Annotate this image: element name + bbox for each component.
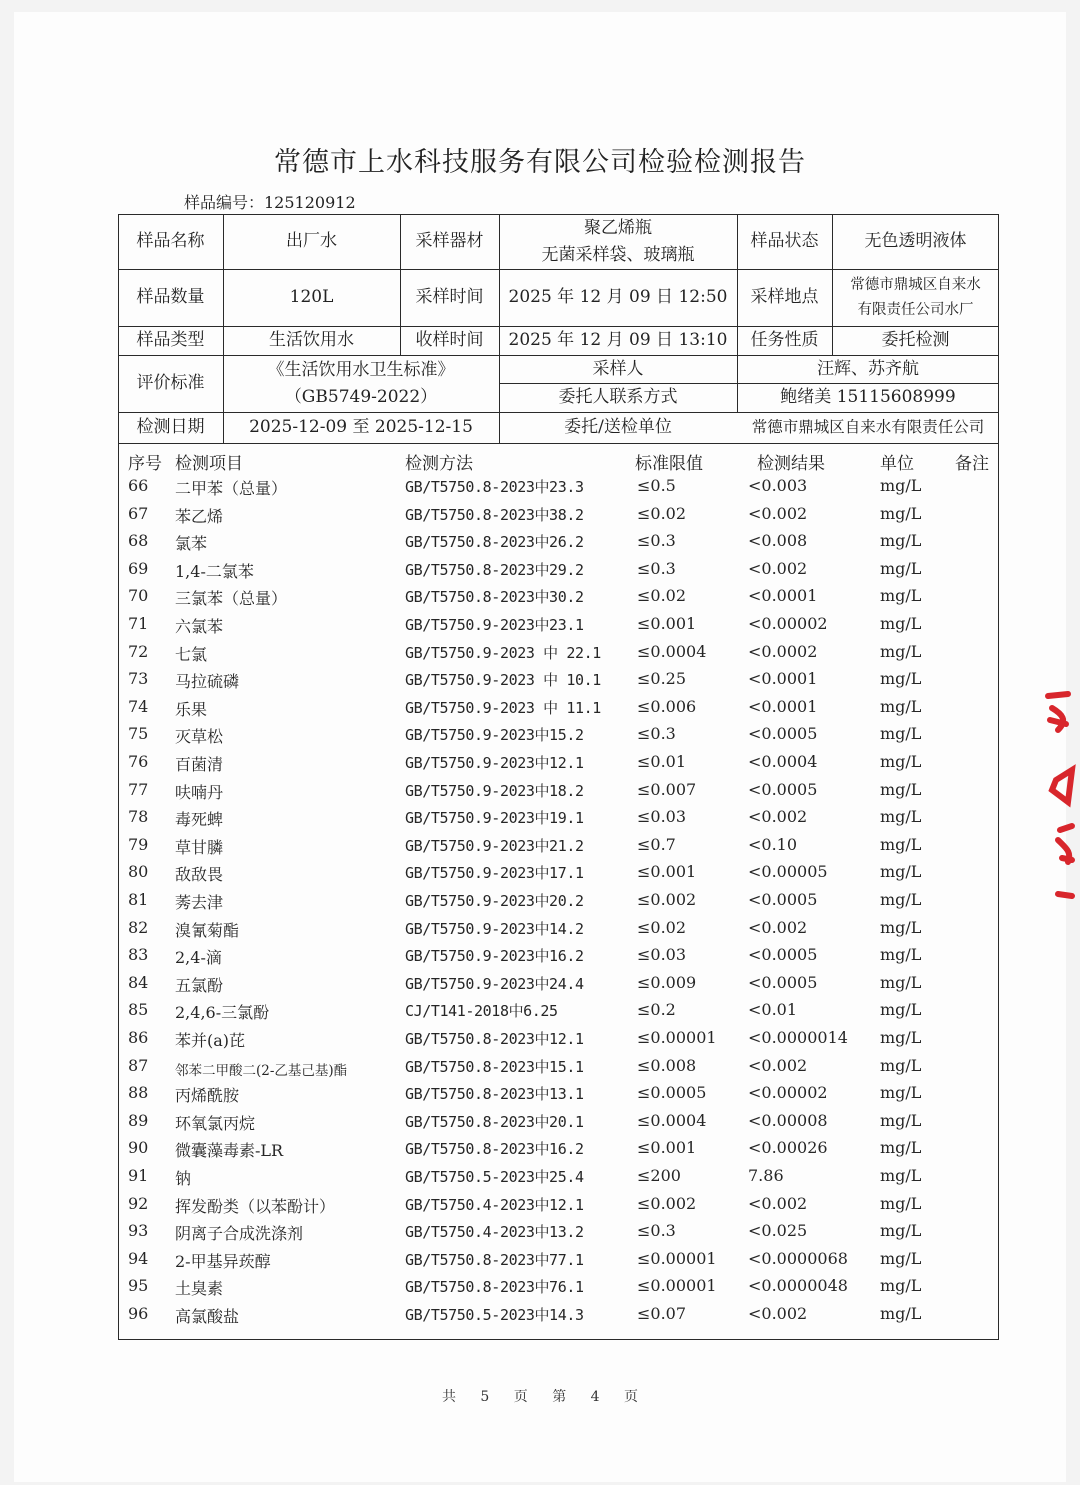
row-number: 80 (128, 862, 149, 882)
row-result: <0.10 (748, 834, 798, 854)
row-limit: ≤0.07 (637, 1304, 687, 1323)
row-limit: ≤0.009 (637, 972, 697, 992)
row-method: GB/T5750.9-2023中20.2 (405, 892, 584, 910)
sampler-value (499, 214, 737, 269)
row-unit: mg/L (880, 503, 922, 523)
row-item: 灭草松 (175, 727, 224, 747)
table-row (0, 887, 1080, 915)
row-limit: ≤0.0004 (637, 1110, 707, 1130)
state-label: 样品状态 (750, 231, 819, 251)
row-result: <0.0000048 (748, 1276, 848, 1296)
row-method: GB/T5750.8-2023中20.1 (405, 1112, 584, 1131)
table-row (0, 1246, 1080, 1274)
table-row (0, 1053, 1080, 1081)
table-row (0, 1108, 1080, 1136)
row-method: GB/T5750.9-2023 中 11.1 (405, 698, 601, 717)
report-title: 常德市上水科技服务有限公司检验检测报告 (274, 147, 806, 178)
row-limit: ≤0.2 (637, 1000, 676, 1020)
row-item: 高氯酸盐 (175, 1307, 240, 1326)
row-unit: mg/L (880, 1166, 922, 1185)
row-unit: mg/L (880, 779, 922, 799)
row-limit: ≤0.7 (637, 834, 676, 854)
row-result: <0.0005 (748, 972, 818, 992)
row-result: 7.86 (748, 1166, 784, 1185)
page-footer (0, 1386, 1080, 1406)
row-method: GB/T5750.9-2023中16.2 (405, 947, 584, 966)
row-item: 氯苯 (175, 534, 208, 554)
row-unit: mg/L (880, 807, 922, 827)
table-row (0, 1191, 1080, 1219)
row-item: 2,4,6-三氯酚 (175, 1003, 270, 1023)
row-limit: ≤0.008 (637, 1055, 697, 1075)
row-item: 2,4-滴 (175, 948, 222, 968)
row-item: 乐果 (175, 699, 208, 719)
row-result: <0.0000068 (748, 1248, 848, 1268)
row-limit: ≤0.3 (637, 531, 676, 551)
row-result: <0.00008 (748, 1110, 828, 1130)
row-limit: ≤200 (637, 1166, 681, 1185)
total-pages: 共 5 页 (441, 1389, 528, 1405)
row-method: GB/T5750.4-2023中13.2 (405, 1223, 584, 1242)
row-result: <0.002 (748, 1304, 808, 1323)
row-unit: mg/L (880, 641, 922, 661)
row-method: GB/T5750.5-2023中25.4 (405, 1168, 584, 1186)
row-limit: ≤0.03 (637, 945, 687, 965)
row-item: 百菌清 (175, 755, 224, 774)
table-row (0, 528, 1080, 556)
row-number: 66 (128, 476, 149, 495)
row-unit: mg/L (880, 1028, 922, 1047)
row-result: <0.0002 (748, 641, 818, 661)
row-number: 76 (128, 752, 149, 771)
row-item: 敌敌畏 (175, 865, 224, 885)
row-result: <0.0001 (748, 696, 818, 716)
row-unit: mg/L (880, 476, 922, 495)
table-row (0, 1273, 1080, 1301)
qty-value: 120L (289, 287, 334, 307)
type-label: 样品类型 (136, 330, 205, 350)
table-row (0, 832, 1080, 860)
row-item: 微囊藻毒素-LR (175, 1141, 284, 1161)
row-number: 77 (128, 779, 149, 799)
table-row (0, 804, 1080, 832)
row-number: 78 (128, 807, 149, 827)
sample-name-label: 样品名称 (136, 231, 205, 251)
row-method: GB/T5750.8-2023中13.1 (405, 1085, 584, 1104)
row-limit: ≤0.00001 (637, 1028, 717, 1047)
standard-label: 评价标准 (136, 373, 205, 393)
row-result: <0.0001 (748, 669, 818, 689)
row-limit: ≤0.001 (637, 614, 697, 633)
row-method: GB/T5750.9-2023 中 10.1 (405, 671, 601, 690)
row-item: 马拉硫磷 (175, 672, 240, 692)
row-result: <0.0005 (748, 779, 818, 799)
row-unit: mg/L (880, 972, 922, 992)
sampler-person-label: 采样人 (592, 358, 644, 379)
type-value: 生活饮用水 (269, 330, 354, 350)
row-method: GB/T5750.9-2023中24.4 (405, 974, 584, 993)
table-row (0, 611, 1080, 639)
row-result: <0.00002 (748, 1083, 828, 1103)
row-item: 五氯酚 (175, 975, 224, 995)
sampler-person-value: 汪辉、苏齐航 (817, 358, 919, 379)
row-method: GB/T5750.9-2023中21.2 (405, 836, 584, 855)
row-result: <0.00005 (748, 862, 828, 882)
row-method: GB/T5750.9-2023中15.2 (405, 726, 584, 745)
row-number: 92 (128, 1193, 149, 1213)
table-row (0, 970, 1080, 998)
row-unit: mg/L (880, 1304, 922, 1323)
row-number: 86 (128, 1028, 149, 1047)
row-item: 二甲苯（总量） (175, 479, 288, 498)
row-method: GB/T5750.9-2023中14.2 (405, 919, 584, 938)
table-row (0, 997, 1080, 1025)
sampler-label: 采样器材 (415, 231, 484, 251)
row-limit: ≤0.3 (637, 558, 676, 578)
row-item: 溴氰菊酯 (175, 920, 240, 940)
row-limit: ≤0.03 (637, 807, 687, 827)
col-header-limit: 标准限值 (635, 454, 703, 474)
row-method: GB/T5750.9-2023 中 22.1 (405, 643, 601, 662)
state-value: 无色透明液体 (864, 231, 967, 251)
row-number: 70 (128, 586, 149, 606)
site-line-2: 有限责任公司水厂 (857, 301, 974, 318)
site-value (832, 269, 999, 326)
row-method: GB/T5750.8-2023中26.2 (405, 533, 584, 552)
row-limit: ≤0.3 (637, 1221, 676, 1241)
row-method: GB/T5750.8-2023中38.2 (405, 505, 584, 524)
table-row (0, 1301, 1080, 1329)
standard-line-2: （GB5749-2022） (284, 386, 438, 407)
row-limit: ≤0.002 (637, 1193, 697, 1213)
row-result: <0.025 (748, 1221, 808, 1241)
site-line-1: 常德市鼎城区自来水 (850, 276, 981, 293)
seal-stamp-fragment (1038, 690, 1078, 910)
current-page: 第 4 页 (552, 1389, 639, 1405)
row-number: 90 (128, 1138, 149, 1158)
row-method: GB/T5750.8-2023中29.2 (405, 560, 584, 579)
table-row (0, 1080, 1080, 1108)
row-unit: mg/L (880, 1083, 922, 1103)
row-method: GB/T5750.9-2023中17.1 (405, 864, 584, 883)
col-header-result: 检测结果 (757, 454, 825, 474)
row-method: GB/T5750.8-2023中30.2 (405, 588, 584, 607)
row-result: <0.008 (748, 531, 808, 551)
row-limit: ≤0.00001 (637, 1276, 717, 1296)
row-item: 三氯苯（总量） (175, 589, 288, 609)
row-limit: ≤0.01 (637, 752, 687, 771)
row-method: GB/T5750.4-2023中12.1 (405, 1195, 584, 1214)
table-row (0, 1218, 1080, 1246)
row-number: 74 (128, 696, 149, 716)
sampler-line-1: 聚乙烯瓶 (584, 217, 652, 238)
table-row (0, 501, 1080, 529)
task-value: 委托检测 (881, 330, 950, 350)
row-item: 1,4-二氯苯 (175, 561, 254, 581)
row-unit: mg/L (880, 1221, 922, 1241)
row-limit: ≤0.25 (637, 669, 687, 689)
row-method: GB/T5750.8-2023中16.2 (405, 1140, 584, 1159)
table-row (0, 859, 1080, 887)
row-unit: mg/L (880, 1276, 922, 1296)
row-number: 85 (128, 1000, 149, 1020)
row-item: 莠去津 (175, 893, 224, 912)
row-result: <0.0001 (748, 586, 818, 606)
sample-number: 样品编号：125120912 (184, 193, 356, 212)
sampler-line-2: 无菌采样袋、玻璃瓶 (541, 244, 695, 265)
col-header-no: 序号 (128, 454, 162, 474)
standard-value (223, 355, 499, 412)
row-unit: mg/L (880, 834, 922, 854)
row-item: 苯乙烯 (175, 506, 224, 526)
row-number: 94 (128, 1248, 149, 1268)
row-result: <0.002 (748, 807, 808, 827)
row-result: <0.002 (748, 503, 808, 523)
row-method: GB/T5750.8-2023中12.1 (405, 1030, 584, 1048)
row-method: GB/T5750.8-2023中15.1 (405, 1057, 584, 1076)
row-item: 六氯苯 (175, 617, 224, 636)
row-number: 68 (128, 531, 149, 551)
table-row (0, 1025, 1080, 1053)
row-unit: mg/L (880, 696, 922, 716)
table-row (0, 556, 1080, 584)
row-limit: ≤0.001 (637, 1138, 697, 1158)
row-number: 72 (128, 641, 149, 661)
row-number: 96 (128, 1304, 149, 1323)
row-number: 93 (128, 1221, 149, 1241)
row-result: <0.0005 (748, 890, 818, 909)
row-item: 毒死蜱 (175, 810, 224, 830)
row-item: 草甘膦 (175, 837, 224, 857)
row-method: GB/T5750.8-2023中76.1 (405, 1278, 584, 1297)
date-label: 检测日期 (136, 417, 205, 437)
row-item: 七氯 (175, 644, 208, 664)
row-limit: ≤0.006 (637, 696, 697, 716)
row-item: 呋喃丹 (175, 782, 224, 802)
table-row (0, 1163, 1080, 1191)
row-limit: ≤0.02 (637, 586, 687, 606)
row-limit: ≤0.00001 (637, 1248, 717, 1268)
site-label: 采样地点 (750, 287, 819, 307)
row-number: 75 (128, 724, 149, 744)
table-row (0, 777, 1080, 805)
row-result: <0.0005 (748, 724, 818, 744)
col-header-unit: 单位 (880, 454, 914, 474)
row-unit: mg/L (880, 917, 922, 937)
row-result: <0.00002 (748, 614, 828, 633)
row-result: <0.0004 (748, 752, 818, 771)
client-label: 委托/送检单位 (564, 417, 672, 437)
table-row (0, 749, 1080, 777)
row-unit: mg/L (880, 614, 922, 633)
row-number: 73 (128, 669, 149, 689)
row-item: 阴离子合成洗涤剂 (175, 1224, 304, 1244)
row-unit: mg/L (880, 945, 922, 965)
standard-line-1: 《生活饮用水卫生标准》 (267, 359, 455, 380)
contact-value: 鲍绪美 15115608999 (780, 387, 956, 407)
row-limit: ≤0.0005 (637, 1083, 707, 1103)
row-unit: mg/L (880, 1000, 922, 1020)
row-unit: mg/L (880, 558, 922, 578)
row-limit: ≤0.007 (637, 779, 697, 799)
row-item: 钠 (175, 1169, 192, 1188)
row-number: 88 (128, 1083, 149, 1103)
row-method: GB/T5750.9-2023中12.1 (405, 754, 584, 772)
row-limit: ≤0.02 (637, 503, 687, 523)
client-value: 常德市鼎城区自来水有限责任公司 (751, 418, 985, 436)
row-unit: mg/L (880, 1110, 922, 1130)
row-limit: ≤0.0004 (637, 641, 707, 661)
row-unit: mg/L (880, 1138, 922, 1158)
row-result: <0.01 (748, 1000, 798, 1020)
qty-label: 样品数量 (136, 287, 205, 307)
row-unit: mg/L (880, 1248, 922, 1268)
table-row (0, 473, 1080, 501)
row-result: <0.003 (748, 476, 808, 495)
row-method: CJ/T141-2018中6.25 (405, 1002, 558, 1021)
row-limit: ≤0.001 (637, 862, 697, 882)
col-header-remark: 备注 (955, 454, 989, 474)
row-method: GB/T5750.5-2023中14.3 (405, 1306, 584, 1324)
row-number: 82 (128, 917, 149, 937)
table-row (0, 583, 1080, 611)
row-method: GB/T5750.9-2023中23.1 (405, 616, 584, 634)
sample-time-label: 采样时间 (415, 287, 484, 307)
row-method: GB/T5750.8-2023中77.1 (405, 1250, 584, 1269)
contact-label: 委托人联系方式 (558, 387, 678, 407)
row-number: 71 (128, 614, 149, 633)
row-item: 土臭素 (175, 1279, 224, 1299)
sample-time-value: 2025 年 12 月 09 日 12:50 (508, 287, 728, 307)
row-item: 邻苯二甲酸二(2-乙基己基)酯 (175, 1062, 348, 1079)
row-item: 2-甲基异莰醇 (175, 1251, 271, 1271)
col-header-method: 检测方法 (405, 454, 473, 474)
row-item: 挥发酚类（以苯酚计） (175, 1196, 336, 1216)
row-item: 环氧氯丙烷 (175, 1113, 256, 1133)
table-row (0, 721, 1080, 749)
row-number: 67 (128, 503, 149, 523)
row-number: 95 (128, 1276, 149, 1296)
row-number: 83 (128, 945, 149, 965)
row-unit: mg/L (880, 1055, 922, 1075)
row-limit: ≤0.5 (637, 476, 676, 495)
row-unit: mg/L (880, 862, 922, 882)
row-method: GB/T5750.8-2023中23.3 (405, 478, 584, 496)
row-result: <0.002 (748, 917, 808, 937)
task-label: 任务性质 (750, 330, 819, 350)
row-number: 81 (128, 890, 149, 909)
date-value: 2025-12-09 至 2025-12-15 (249, 417, 473, 437)
row-result: <0.0005 (748, 945, 818, 965)
row-unit: mg/L (880, 724, 922, 744)
row-item: 苯并(a)芘 (175, 1031, 246, 1050)
row-number: 84 (128, 972, 149, 992)
row-unit: mg/L (880, 531, 922, 551)
row-result: <0.002 (748, 1055, 808, 1075)
row-method: GB/T5750.9-2023中18.2 (405, 781, 584, 800)
sample-name-value: 出厂水 (286, 231, 337, 251)
row-unit: mg/L (880, 1193, 922, 1213)
row-item: 丙烯酰胺 (175, 1086, 240, 1106)
row-limit: ≤0.02 (637, 917, 687, 937)
table-row (0, 1135, 1080, 1163)
row-limit: ≤0.3 (637, 724, 676, 744)
table-row (0, 915, 1080, 943)
row-number: 69 (128, 558, 149, 578)
table-row (0, 942, 1080, 970)
col-header-item: 检测项目 (175, 454, 243, 474)
row-limit: ≤0.002 (637, 890, 697, 909)
row-result: <0.0000014 (748, 1028, 848, 1047)
grid-line (118, 443, 999, 444)
row-unit: mg/L (880, 890, 922, 909)
row-result: <0.00026 (748, 1138, 828, 1158)
row-unit: mg/L (880, 752, 922, 771)
table-row (0, 639, 1080, 667)
receive-time-value: 2025 年 12 月 09 日 13:10 (508, 330, 728, 350)
row-unit: mg/L (880, 586, 922, 606)
receive-time-label: 收样时间 (415, 330, 484, 350)
row-result: <0.002 (748, 1193, 808, 1213)
row-number: 87 (128, 1055, 149, 1075)
table-row (0, 694, 1080, 722)
row-method: GB/T5750.9-2023中19.1 (405, 809, 584, 828)
row-unit: mg/L (880, 669, 922, 689)
row-number: 91 (128, 1166, 149, 1185)
row-number: 89 (128, 1110, 149, 1130)
table-row (0, 666, 1080, 694)
row-result: <0.002 (748, 558, 808, 578)
row-number: 79 (128, 834, 149, 854)
